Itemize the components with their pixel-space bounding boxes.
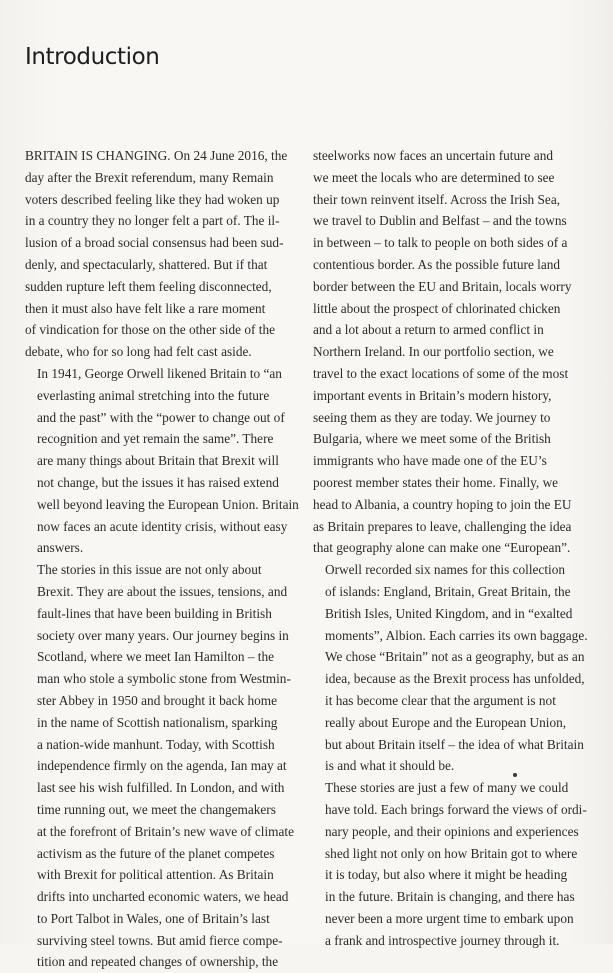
text-line: their town reinvent itself. Across the Irish Sea, [313, 191, 561, 207]
text-line: important events in Britain’s modern history, [313, 387, 552, 403]
end-mark-bullet [513, 773, 517, 777]
text-line: of islands: England, Britain, Great Britain, the [325, 583, 571, 599]
text-line: society over many years. Our journey begins in [37, 627, 289, 643]
text-line: tition and repeated changes of ownership, the [37, 954, 279, 970]
text-line: as Britain prepares to leave, challenging the idea [313, 518, 572, 534]
text-line: travel to the exact locations of some of the most [313, 365, 569, 381]
text-line: and a lot about a return to armed conflict in [313, 322, 544, 338]
text-line: independence firmly on the agenda, Ian may at [37, 758, 287, 774]
text-line: border between the EU and Britain, locals worry [313, 278, 572, 294]
text-line: really about Europe and the European Union, [325, 714, 567, 730]
text-line: seeing them as they are today. We journey to [313, 409, 551, 425]
paragraph [313, 145, 581, 559]
text-line: poorest member states their home. Finally, we [313, 474, 559, 490]
text-line: a frank and introspective journey through it. [325, 932, 560, 948]
text-line: moments”, Albion. Each carries its own baggage. [325, 627, 588, 643]
text-line: These stories are just a few of many we could [325, 780, 569, 796]
right-text-column [313, 145, 588, 951]
text-line: and the past” with the “power to change out of [37, 409, 285, 425]
text-line: in the name of Scottish nationalism, sparking [37, 714, 278, 730]
text-line: activism as the future of the planet competes [37, 845, 275, 861]
text-line: in a country they no longer felt a part of. The il- [25, 213, 280, 229]
text-line: ster Abbey in 1950 and brought it back home [37, 692, 278, 708]
text-line: in between – to talk to people on both sides of a [313, 235, 568, 251]
text-line: BRITAIN IS CHANGING. On 24 June 2016, the [25, 148, 288, 163]
text-line: in the future. Britain is changing, and there has [325, 889, 575, 905]
text-line: of vindication for those on the other side of the [25, 322, 275, 338]
text-line: Brexit. They are about the issues, tensions, and [37, 583, 288, 599]
text-line: not change, but the issues it has raised extend [37, 474, 279, 490]
text-line: nary people, and their opinions and experiences [325, 823, 579, 839]
text-line: that geography alone can make one “European”. [313, 540, 571, 556]
paragraph [25, 559, 294, 973]
text-line: In 1941, George Orwell likened Britain to “an [37, 365, 282, 381]
paragraph [25, 145, 290, 363]
text-line: lusion of a broad social consensus had been sud- [25, 235, 284, 251]
text-line: but about Britain itself – the idea of what Britain [325, 736, 584, 752]
text-line: we travel to Dublin and Belfast – and the towns [313, 213, 567, 229]
text-line: to Port Talbot in Wales, one of Britain’s last [37, 910, 270, 926]
text-line: last see his wish fulfilled. In London, and with [37, 780, 285, 796]
text-line: a nation-wide manhunt. Today, with Scottish [37, 736, 275, 752]
text-line: head to Albania, a country hoping to join the EU [313, 496, 572, 512]
text-line: steelworks now faces an uncertain future and [313, 148, 553, 163]
text-line: contentious border. As the possible future land [313, 256, 561, 272]
text-line: immigrants who have made one of the EU’s [313, 453, 547, 469]
text-line: now faces an acute identity crisis, without easy [37, 518, 288, 534]
text-line: at the forefront of Britain’s new wave of climate [37, 823, 294, 839]
left-text-column [25, 145, 299, 973]
text-line: recognition and yet remain the same”. There [37, 431, 274, 447]
text-line: is and what it should be. [325, 758, 455, 774]
text-line: answers. [37, 540, 84, 556]
page-title: Introduction [25, 44, 160, 70]
text-line: The stories in this issue are not only about [37, 562, 262, 578]
text-line: little about the prospect of chlorinated chicken [313, 300, 561, 316]
text-line: Scotland, where we meet Ian Hamilton – the [37, 649, 275, 665]
text-line: Orwell recorded six names for this collection [325, 562, 566, 578]
text-line: it has become clear that the argument is not [325, 692, 556, 708]
text-line: shed light not only on how Britain got to where [325, 845, 578, 861]
text-line: debate, who for so long had felt cast aside. [25, 344, 252, 360]
text-line: drifts into uncharted economic waters, we head [37, 889, 289, 905]
text-line: idea, because as the Brexit process has unfolded, [325, 671, 585, 687]
text-line: British Isles, United Kingdom, and in “exalted [325, 605, 573, 621]
text-line: time running out, we meet the changemakers [37, 801, 276, 817]
text-line: well beyond leaving the European Union. Britain [37, 496, 299, 512]
paragraph [313, 559, 588, 777]
paragraph [25, 363, 299, 559]
text-line: Bulgaria, where we meet some of the British [313, 431, 551, 447]
text-line: day after the Brexit referendum, many Remain [25, 169, 274, 185]
text-line: never been a more urgent time to embark upon [325, 910, 574, 926]
text-line: then it must also have felt like a rare moment [25, 300, 266, 316]
text-line: it is today, but also where it might be heading [325, 867, 568, 883]
text-line: have told. Each brings forward the views of ordi- [325, 801, 587, 817]
text-line: with Brexit for political attention. As Britain [37, 867, 274, 883]
text-line: Northern Ireland. In our portfolio section, we [313, 344, 554, 360]
paragraph [313, 777, 587, 951]
text-line: denly, and spectacularly, shattered. But if that [25, 256, 268, 272]
text-line: We chose “Britain” not as a geography, but as an [325, 649, 585, 665]
text-line: everlasting animal stretching into the future [37, 387, 270, 403]
text-line: sudden rupture left them feeling disconnected, [25, 278, 272, 294]
text-line: are many things about Britain that Brexit will [37, 453, 279, 469]
text-line: man who stole a symbolic stone from Westmin- [37, 671, 291, 687]
text-line: voters described feeling like they had woken up [25, 191, 280, 207]
text-line: fault-lines that have been building in British [37, 605, 272, 621]
text-line: surviving steel towns. But amid fierce compe- [37, 932, 283, 948]
text-line: we meet the locals who are determined to see [313, 169, 555, 185]
